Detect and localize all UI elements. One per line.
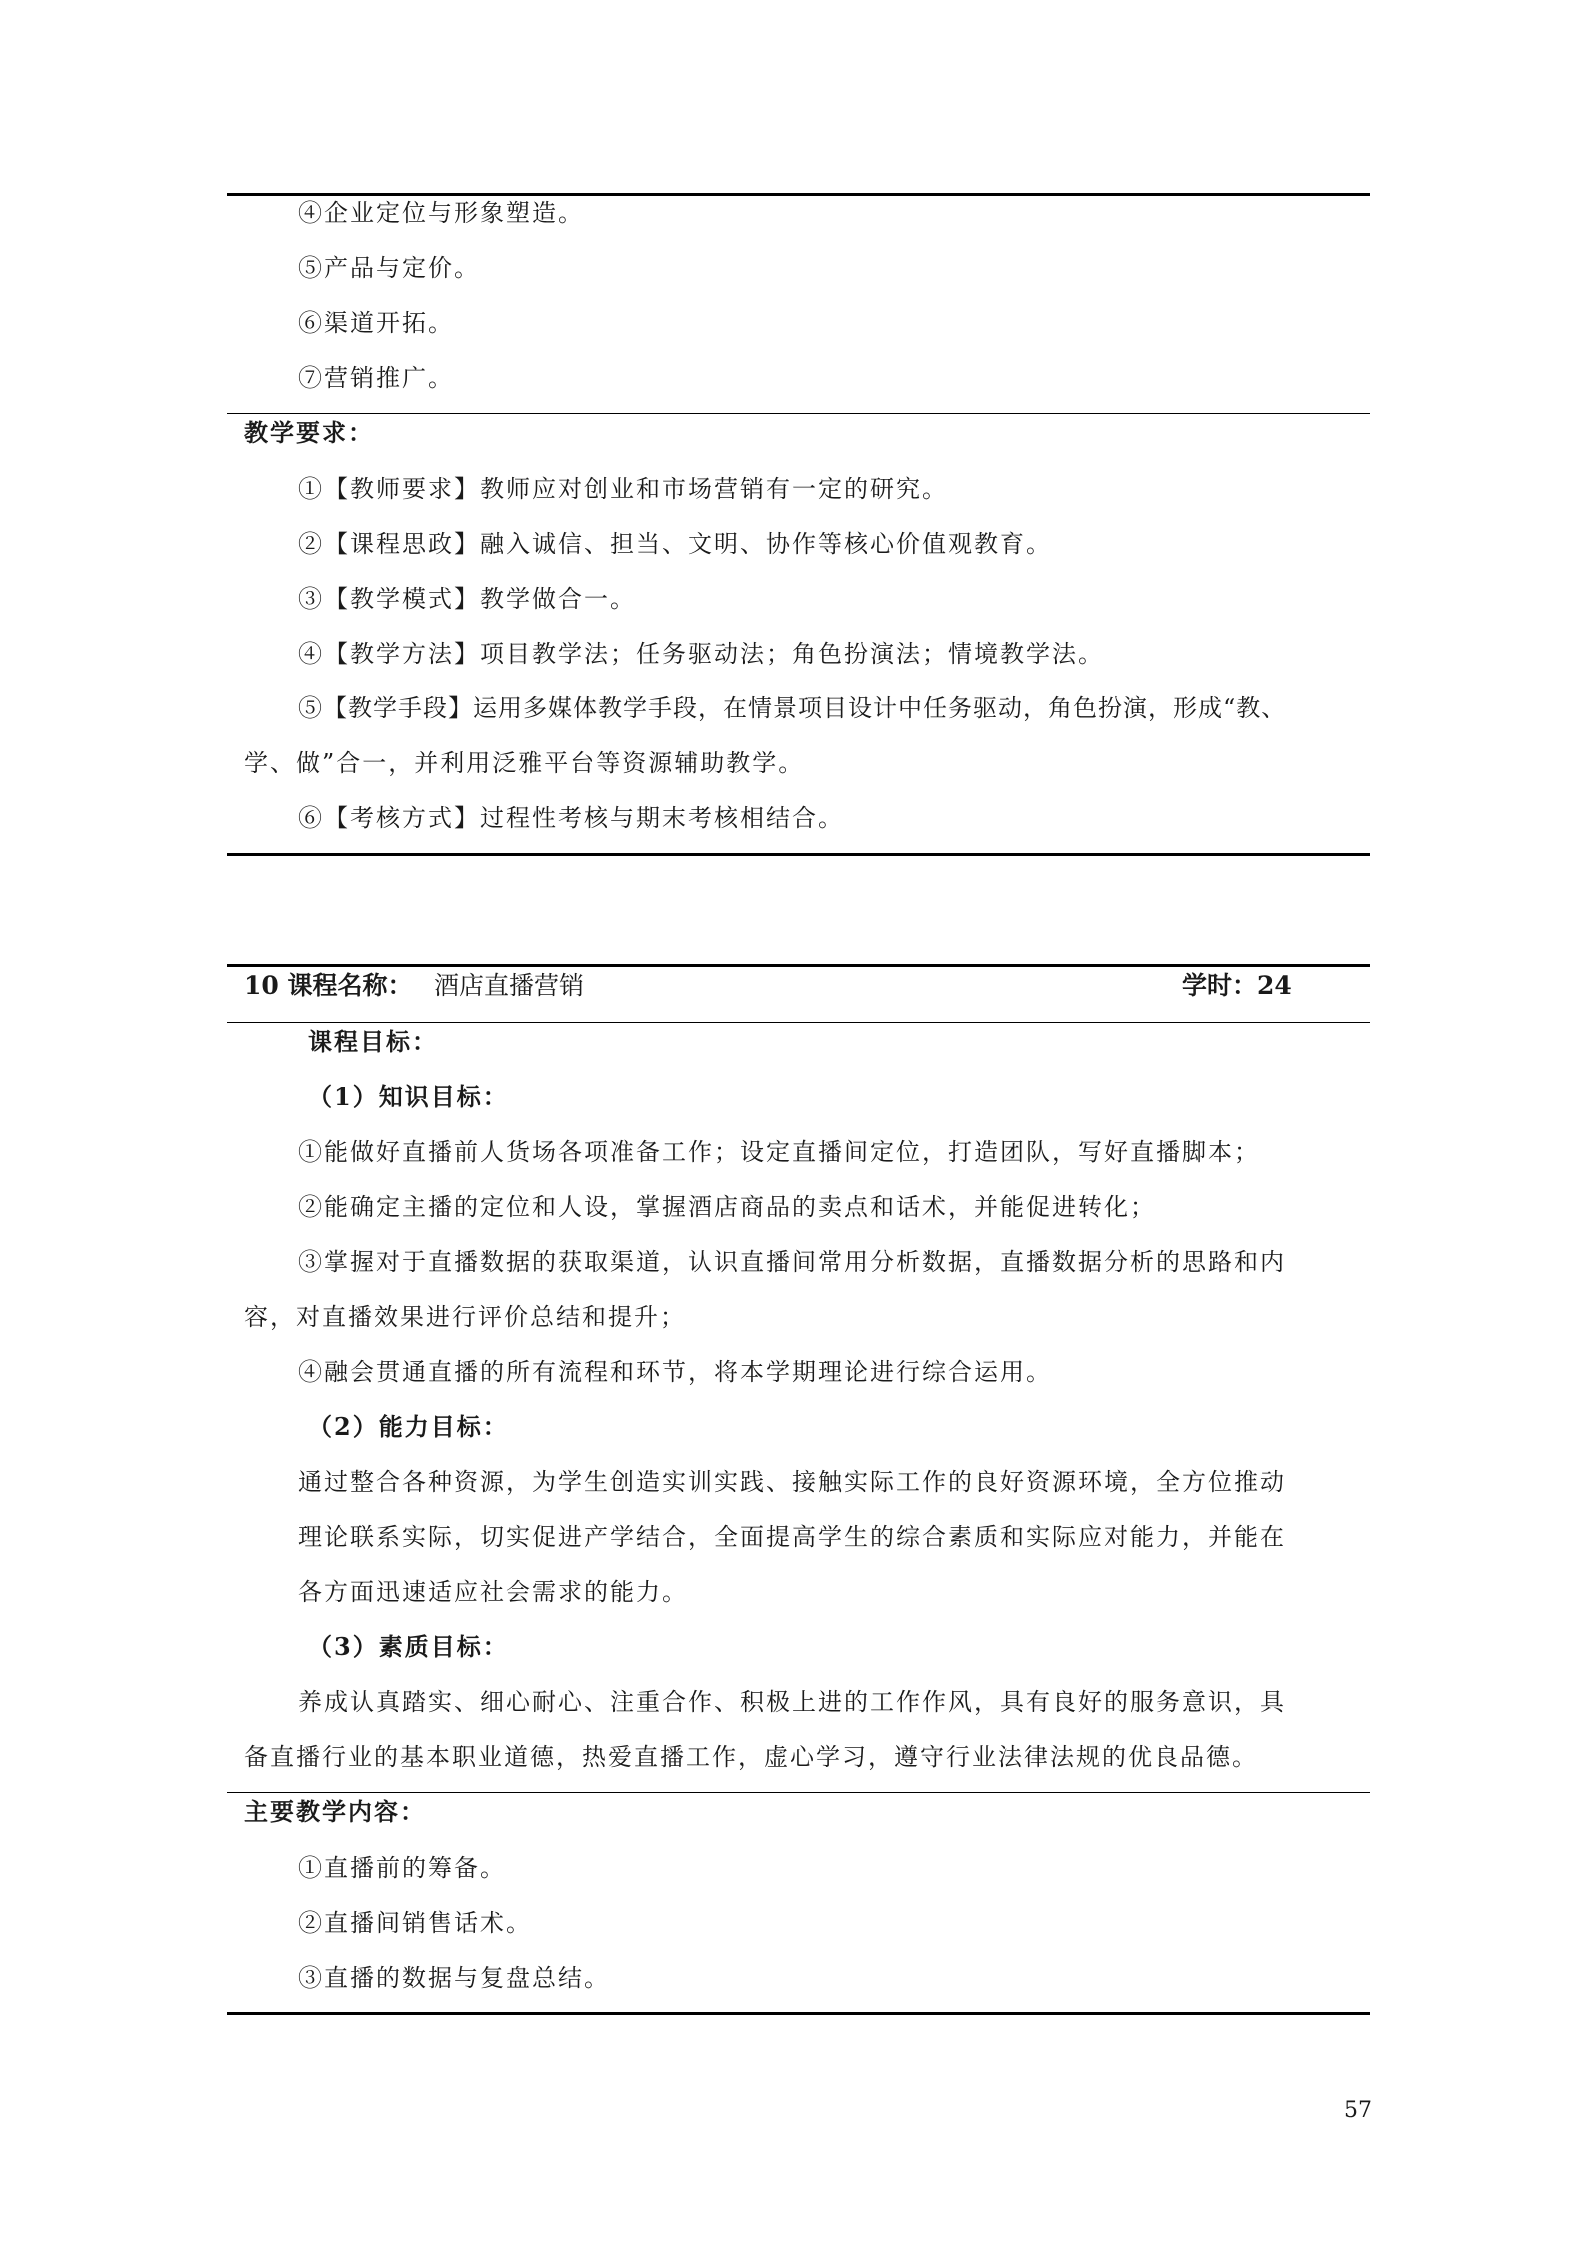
requirement-item: ①【教师要求】教师应对创业和市场营销有一定的研究。 [298,475,948,503]
content-item: ③直播的数据与复盘总结。 [298,1964,610,1992]
hours-label: 学时：24 [1182,971,1292,1000]
content-item: ⑤产品与定价。 [298,254,480,282]
knowledge-item: ②能确定主播的定位和人设，掌握酒店商品的卖点和话术，并能促进转化； [298,1193,1156,1221]
course-header [244,971,1344,1005]
knowledge-item: ①能做好直播前人货场各项准备工作；设定直播间定位，打造团队，写好直播脚本； [298,1138,1260,1166]
content-item: ⑥渠道开拓。 [298,309,454,337]
course-name: 酒店直播营销 [434,971,585,1000]
requirement-item: ③【教学模式】教学做合一。 [298,585,636,613]
quality-line-cont: 备直播行业的基本职业道德，热爱直播工作，虚心学习，遵守行业法律法规的优良品德。 [244,1743,1258,1771]
requirement-item-cont: 学、做”合一，并利用泛雅平台等资源辅助教学。 [244,749,805,777]
objectives-heading: 课程目标： [308,1027,438,1056]
course-label: 10 课程名称： [244,971,413,1000]
ability-line: 通过整合各种资源，为学生创造实训实践、接触实际工作的良好资源环境，全方位推动 [298,1468,1286,1496]
requirement-item: ⑥【考核方式】过程性考核与期末考核相结合。 [298,804,844,832]
row-divider [227,413,1370,414]
content-item: ④企业定位与形象塑造。 [298,199,584,227]
row-divider [227,1022,1370,1023]
ability-line: 理论联系实际，切实促进产学结合，全面提高学生的综合素质和实际应对能力，并能在 [298,1523,1286,1551]
page-number: 57 [1344,2098,1372,2123]
table-top-rule [227,193,1370,196]
table-bottom-rule [227,2012,1370,2015]
content-item: ①直播前的筹备。 [298,1854,506,1882]
quality-line: 养成认真踏实、细心耐心、注重合作、积极上进的工作作风，具有良好的服务意识，具 [298,1688,1286,1716]
requirement-item: ②【课程思政】融入诚信、担当、文明、协作等核心价值观教育。 [298,530,1052,558]
requirements-heading: 教学要求： [244,418,374,447]
content-item: ⑦营销推广。 [298,364,454,392]
knowledge-item-cont: 容，对直播效果进行评价总结和提升； [244,1303,686,1331]
knowledge-heading: （1）知识目标： [308,1082,509,1111]
requirement-item: ④【教学方法】项目教学法；任务驱动法；角色扮演法；情境教学法。 [298,640,1104,668]
content-item: ②直播间销售话术。 [298,1909,532,1937]
row-divider [227,1792,1370,1793]
ability-line: 各方面迅速适应社会需求的能力。 [298,1578,688,1606]
table-bottom-rule [227,853,1370,856]
knowledge-item: ③掌握对于直播数据的获取渠道，认识直播间常用分析数据，直播数据分析的思路和内 [298,1248,1286,1276]
knowledge-item: ④融会贯通直播的所有流程和环节，将本学期理论进行综合运用。 [298,1358,1052,1386]
ability-heading: （2）能力目标： [308,1412,509,1441]
requirement-item: ⑤【教学手段】运用多媒体教学手段，在情景项目设计中任务驱动，角色扮演，形成“教、 [298,694,1287,722]
quality-heading: （3）素质目标： [308,1632,509,1661]
table-top-rule [227,964,1370,967]
content-heading: 主要教学内容： [244,1797,426,1826]
